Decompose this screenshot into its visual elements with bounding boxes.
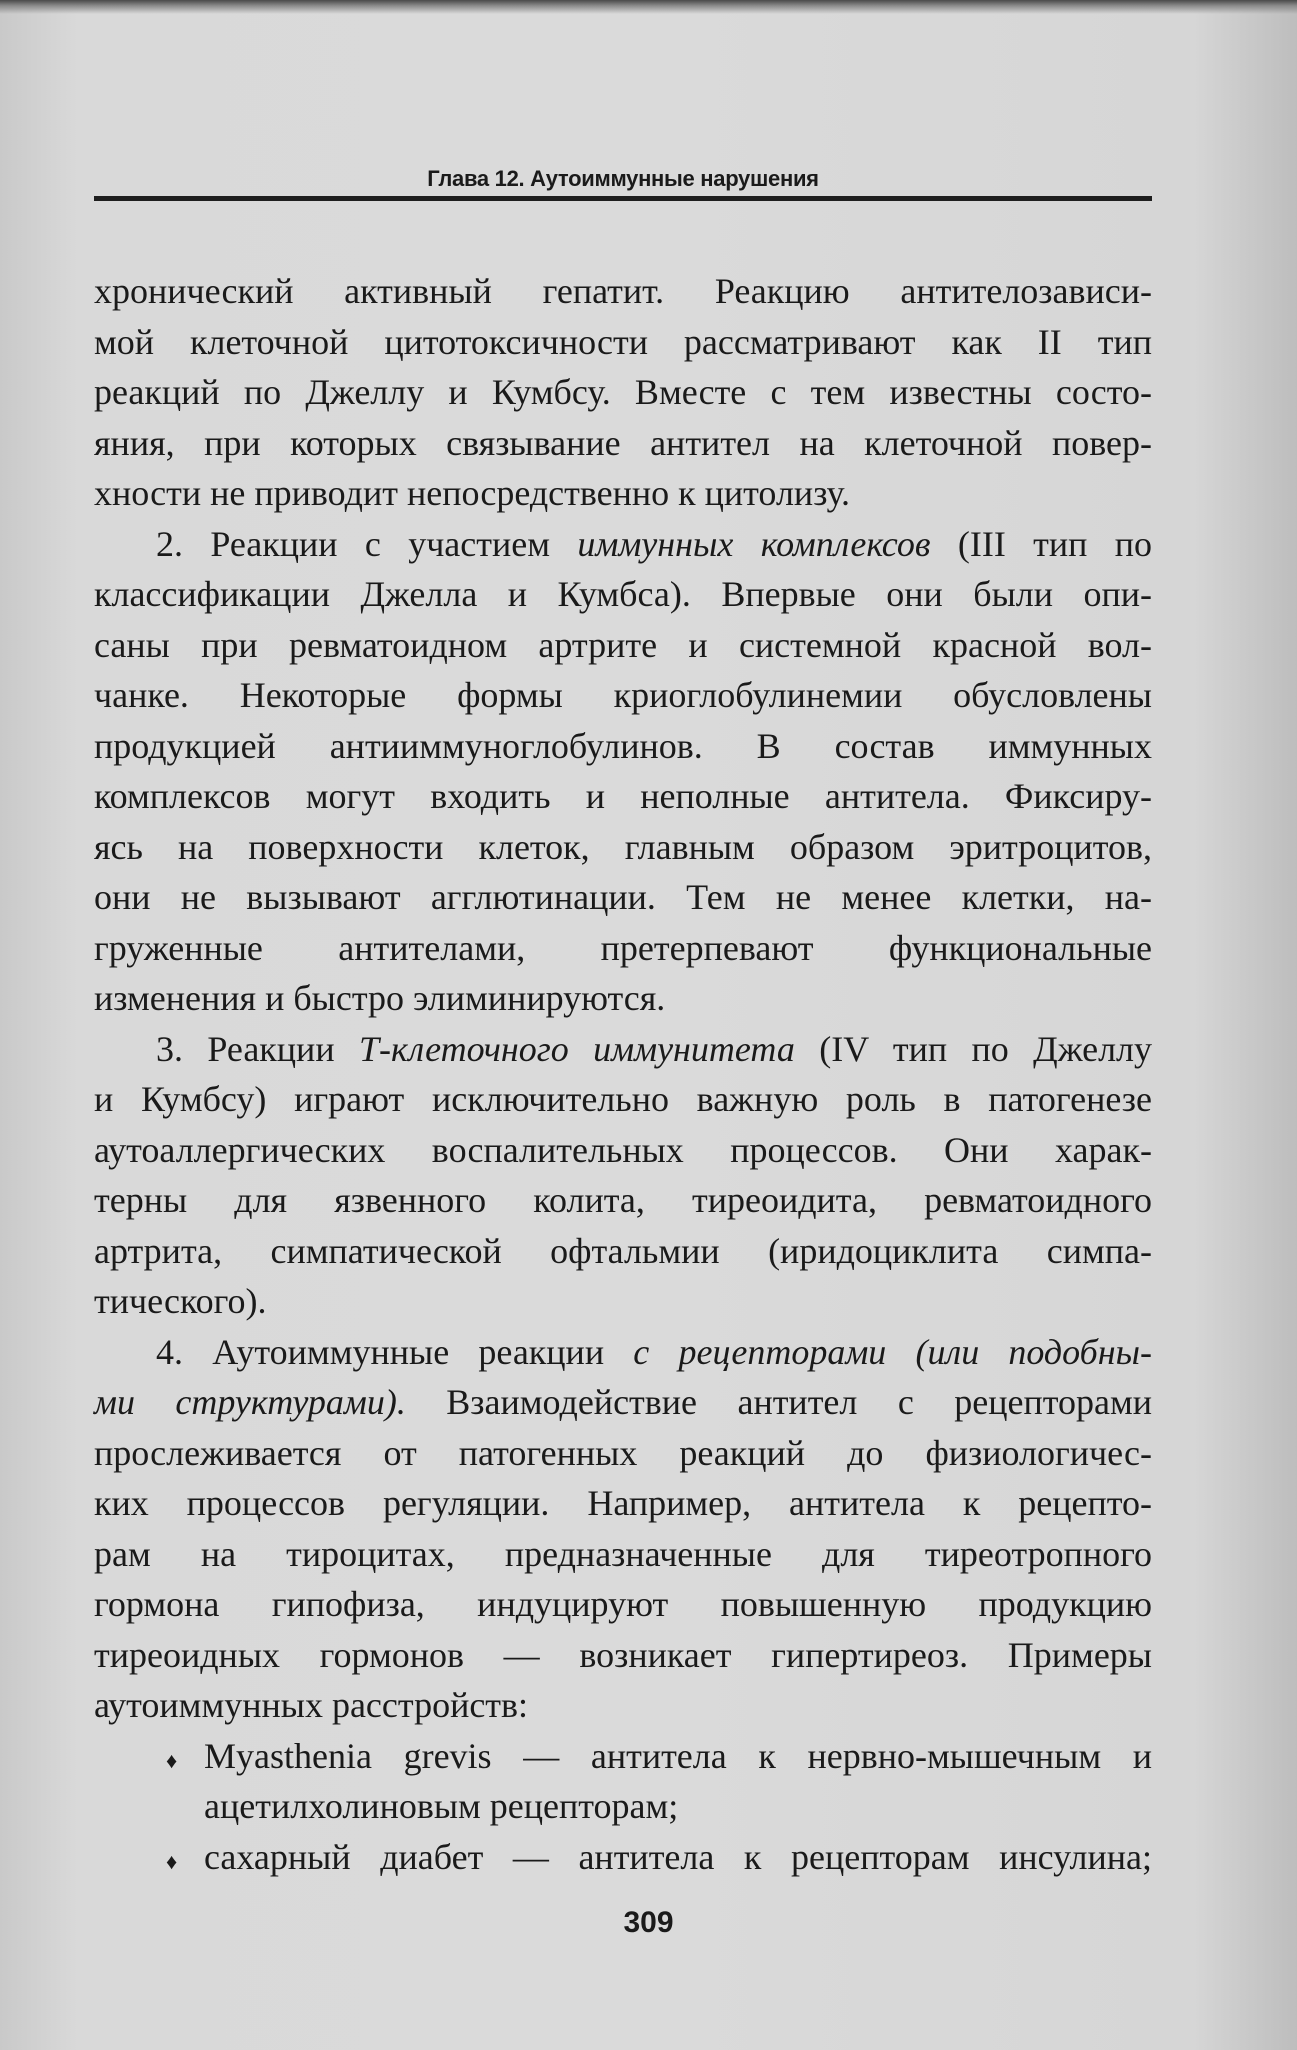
text-line: реакций по Джеллу и Кумбсу. Вместе с тем известны состо-: [94, 372, 1152, 412]
page-edge-shadow: [0, 0, 1297, 14]
italic-term: Т-клеточного иммунитета: [358, 1028, 795, 1069]
text-line: чанке. Некоторые формы криоглобулинемии обусловлены: [94, 675, 1152, 715]
paragraph-4-first-line: 4. Аутоиммунные реакции с рецепторами (или подобны-: [156, 1331, 1152, 1372]
paragraph-3-first-line: 3. Реакции Т-клеточного иммунитета (IV тип по Джеллу: [156, 1028, 1153, 1069]
text-line: мой клеточной цитотоксичности рассматривают как II тип: [94, 321, 1152, 362]
text-line: ясь на поверхности клеток, главным образом эритроцитов,: [94, 826, 1152, 867]
header-rule: [94, 196, 1152, 201]
bullet-continuation: ацетилхолиновым рецепторам;: [204, 1786, 679, 1826]
text-line: артрита, симпатической офтальмии (иридоциклита симпа-: [94, 1230, 1152, 1271]
text-line: груженные антителами, претерпевают функциональные: [94, 927, 1152, 968]
text-line: изменения и быстро элиминируются.: [94, 978, 666, 1018]
italic-term: иммунных комплексов: [577, 523, 931, 564]
diamond-bullet-icon: ♦: [166, 1747, 178, 1773]
text-line: и Кумбсу) играют исключительно важную роль в патогенезе: [94, 1079, 1152, 1119]
body-text: [94, 266, 1152, 1882]
text-line: гормона гипофиза, индуцируют повышенную продукцию: [94, 1584, 1152, 1624]
running-header: Глава 12. Аутоиммунные нарушения: [427, 166, 819, 191]
text-line: хности не приводит непосредственно к цитолизу.: [94, 473, 851, 513]
text-line: саны при ревматоидном артрите и системной красной вол-: [94, 624, 1152, 665]
text-line: тиреоидных гормонов — возникает гипертиреоз. Примеры: [94, 1634, 1152, 1675]
bullet-item: ♦ Myasthenia grevis — антитела к нервно-мышечным и: [94, 1731, 1152, 1782]
text-line: аутоиммунных расстройств:: [94, 1685, 529, 1725]
text-line: продукцией антииммуноглобулинов. В состав иммунных: [94, 725, 1152, 766]
text-line: яния, при которых связывание антител на клеточной повер-: [94, 422, 1152, 463]
text-line: ких процессов регуляции. Например, антитела к рецепто-: [94, 1483, 1152, 1523]
diamond-bullet-icon: ♦: [166, 1848, 178, 1874]
text-line: терны для язвенного колита, тиреоидита, ревматоидного: [94, 1180, 1152, 1220]
text-line: комплексов могут входить и неполные антитела. Фиксиру-: [94, 776, 1152, 816]
text-line: прослеживается от патогенных реакций до физиологичес-: [94, 1432, 1152, 1473]
italic-term: с рецепторами (или подобны-: [633, 1331, 1152, 1372]
text-line: рам на тироцитах, предназначенные для тиреотропного: [94, 1533, 1152, 1574]
page-number: 309: [623, 1906, 674, 1939]
text-line: хронический активный гепатит. Реакцию антителозависи-: [94, 271, 1152, 311]
text-line: аутоаллергических воспалительных процессов. Они харак-: [94, 1129, 1152, 1170]
text-line: классификации Джелла и Кумбса). Впервые они были опи-: [94, 574, 1152, 614]
paragraph-4-second-line: ми структурами). Взаимодействие антител с рецепторами: [94, 1382, 1153, 1422]
text-line: тического).: [94, 1281, 267, 1321]
bullet-item: ♦ сахарный диабет — антитела к рецепторам инсулина;: [94, 1832, 1152, 1883]
text-line: они не вызывают агглютинации. Тем не менее клетки, на-: [94, 877, 1152, 917]
italic-term: ми структурами).: [94, 1382, 406, 1422]
paragraph-2-first-line: 2. Реакции с участием иммунных комплексов (III тип по: [156, 523, 1153, 564]
